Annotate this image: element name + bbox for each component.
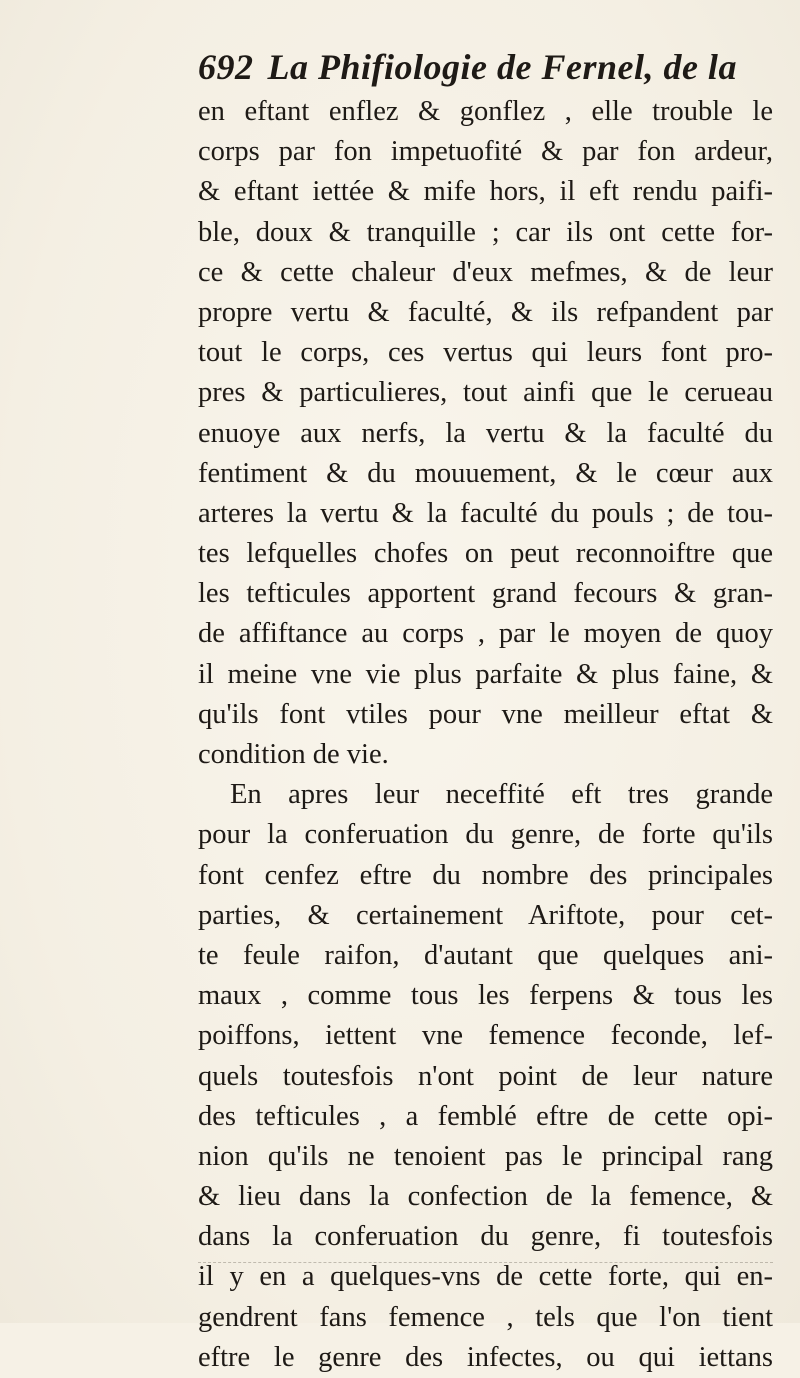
text-line: tes lefquelles chofes on peut reconnoiftre que	[198, 538, 773, 570]
text-line: propre vertu & faculté, & ils refpandent par	[198, 296, 773, 328]
text-line: fentiment & du mouuement, & le cœur aux	[198, 457, 773, 489]
text-line: condition de vie.	[198, 739, 389, 770]
text-line: les tefticules apportent grand fecours & gran-	[198, 578, 773, 610]
text-line: il meine vne vie plus parfaite & plus faine, &	[198, 658, 773, 690]
bottom-rule	[198, 1262, 773, 1263]
text-line: ble, doux & tranquille ; car ils ont cette for-	[198, 216, 773, 248]
text-line: des tefticules , a femblé eftre de cette opi-	[198, 1100, 773, 1132]
text-line: de affiftance au corps , par le moyen de quoy	[198, 618, 773, 650]
text-line: ce & cette chaleur d'eux mefmes, & de leur	[198, 256, 773, 288]
running-title: La Phifiologie de Fernel, de la	[267, 47, 737, 87]
text-line: dans la conferuation du genre, fi toutesfois	[198, 1221, 773, 1253]
text-line: en eftant enflez & gonflez , elle trouble le	[198, 96, 773, 127]
body-text	[198, 92, 773, 1378]
text-line: arteres la vertu & la faculté du pouls ; de tou-	[198, 497, 773, 529]
text-line: parties, & certainement Ariftote, pour cet-	[198, 899, 773, 931]
text-line: eftre le genre des infectes, ou qui iettans	[198, 1341, 773, 1373]
text-line: nion qu'ils ne tenoient pas le principal rang	[198, 1140, 773, 1172]
text-line: gendrent fans femence , tels que l'on tient	[198, 1301, 773, 1333]
text-line: & lieu dans la confection de la femence, &	[198, 1181, 773, 1213]
text-line: te feule raifon, d'autant que quelques ani-	[198, 939, 773, 971]
text-line: qu'ils font vtiles pour vne meilleur eftat &	[198, 698, 773, 730]
text-line: poiffons, iettent vne femence feconde, lef-	[198, 1020, 773, 1052]
text-line: corps par fon impetuofité & par fon ardeur,	[198, 136, 773, 168]
text-line: pres & particulieres, tout ainfi que le cerueau	[198, 377, 773, 409]
text-line: & eftant iettée & mife hors, il eft rendu paifi-	[198, 176, 773, 208]
text-line: tout le corps, ces vertus qui leurs font pro-	[198, 337, 773, 369]
text-line: pour la conferuation du genre, de forte qu'ils	[198, 819, 773, 851]
text-line: il y en a quelques-vns de cette forte, qui en-	[198, 1261, 773, 1293]
text-line: maux , comme tous les ferpens & tous les	[198, 980, 773, 1012]
text-line: font cenfez eftre du nombre des principales	[198, 859, 773, 891]
text-line: enuoye aux nerfs, la vertu & la faculté du	[198, 417, 773, 449]
text-line: quels toutesfois n'ont point de leur nature	[198, 1060, 773, 1092]
page-header	[198, 42, 778, 92]
paragraph-start-line: En apres leur neceffité eft tres grande	[230, 779, 773, 811]
page-number: 692	[198, 47, 254, 87]
